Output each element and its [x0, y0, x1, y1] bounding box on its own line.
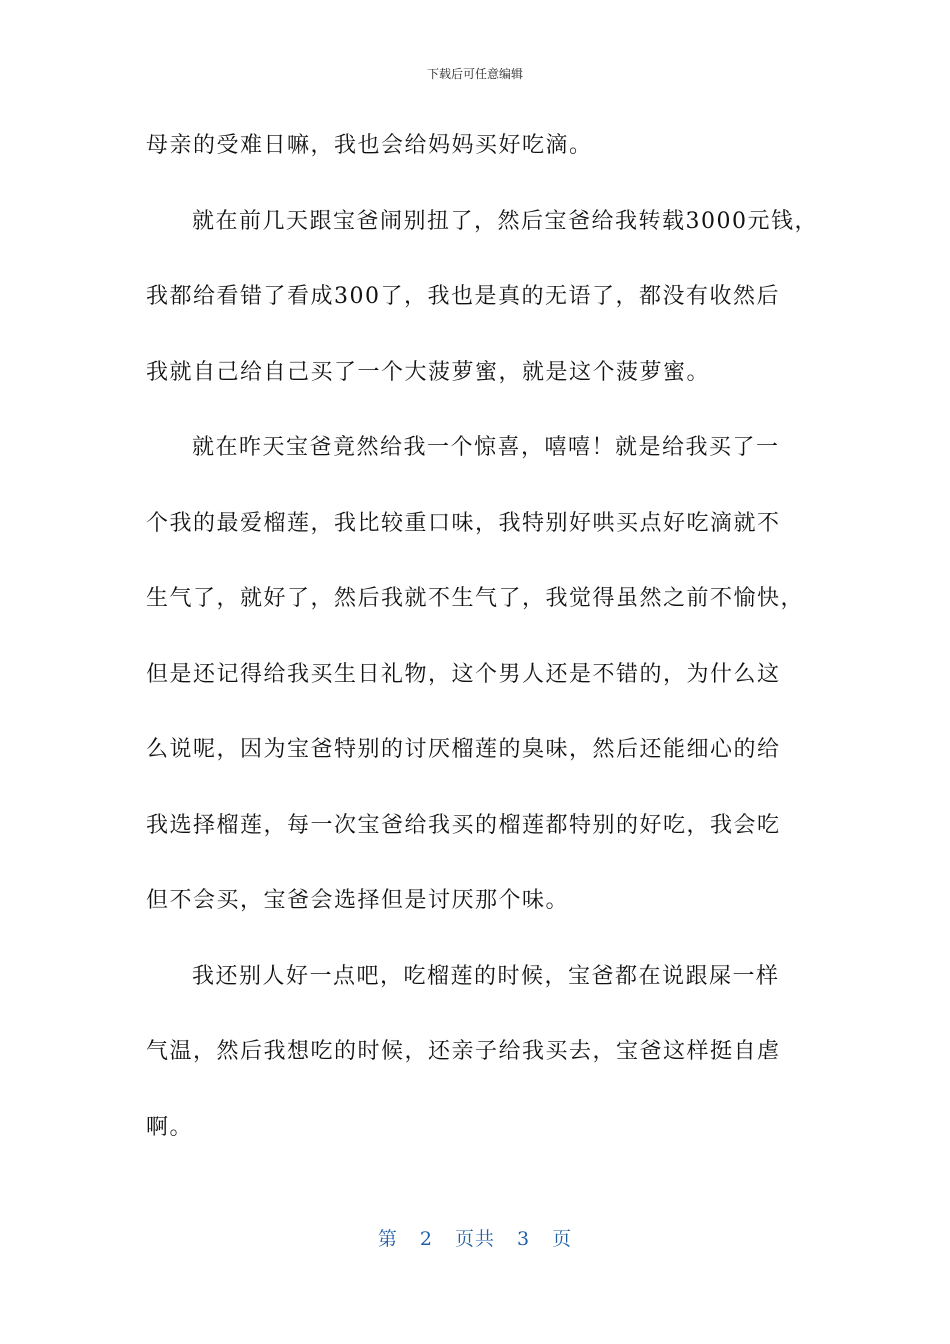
- page-current: 2: [419, 1228, 433, 1250]
- page-suffix: 页: [552, 1228, 573, 1250]
- body-line: 个我的最爱榴莲，我比较重口味，我特别好哄买点好吃滴就不: [146, 510, 781, 536]
- page-total: 3: [517, 1228, 531, 1250]
- body-line: 但不会买，宝爸会选择但是讨厌那个味。: [146, 888, 570, 913]
- document-body: [146, 127, 826, 1184]
- body-line: 气温，然后我想吃的时候，还亲子给我买去，宝爸这样挺自虐: [146, 1039, 781, 1064]
- page-header: [0, 66, 950, 82]
- body-line: 生气了，就好了，然后我就不生气了，我觉得虽然之前不愉快，: [146, 586, 805, 611]
- body-line: 我都给看错了看成300了，我也是真的无语了，都没有收然后: [146, 284, 780, 309]
- body-line: 我还别人好一点吧，吃榴莲的时候，宝爸都在说跟屎一样: [192, 963, 780, 989]
- body-line: 就在昨天宝爸竟然给我一个惊喜，嘻嘻！就是给我买了一: [192, 435, 780, 460]
- body-line: 我选择榴莲，每一次宝爸给我买的榴莲都特别的好吃，我会吃: [146, 812, 781, 838]
- body-line: 就在前几天跟宝爸闹别扭了，然后宝爸给我转载3000元钱，: [192, 208, 818, 234]
- page-number-footer: [0, 1226, 950, 1252]
- header-note: 下载后可任意编辑: [426, 67, 523, 81]
- body-line: 么说呢，因为宝爸特别的讨厌榴莲的臭味，然后还能细心的给: [146, 737, 781, 762]
- page-prefix: 第: [377, 1228, 398, 1250]
- page-mid: 页共: [454, 1228, 495, 1250]
- body-line: 啊。: [146, 1114, 194, 1140]
- body-line: 母亲的受难日嘛，我也会给妈妈买好吃滴。: [146, 133, 593, 158]
- body-line: 我就自己给自己买了一个大菠萝蜜，就是这个菠萝蜜。: [146, 359, 711, 385]
- body-line: 但是还记得给我买生日礼物，这个男人还是不错的，为什么这: [146, 661, 781, 687]
